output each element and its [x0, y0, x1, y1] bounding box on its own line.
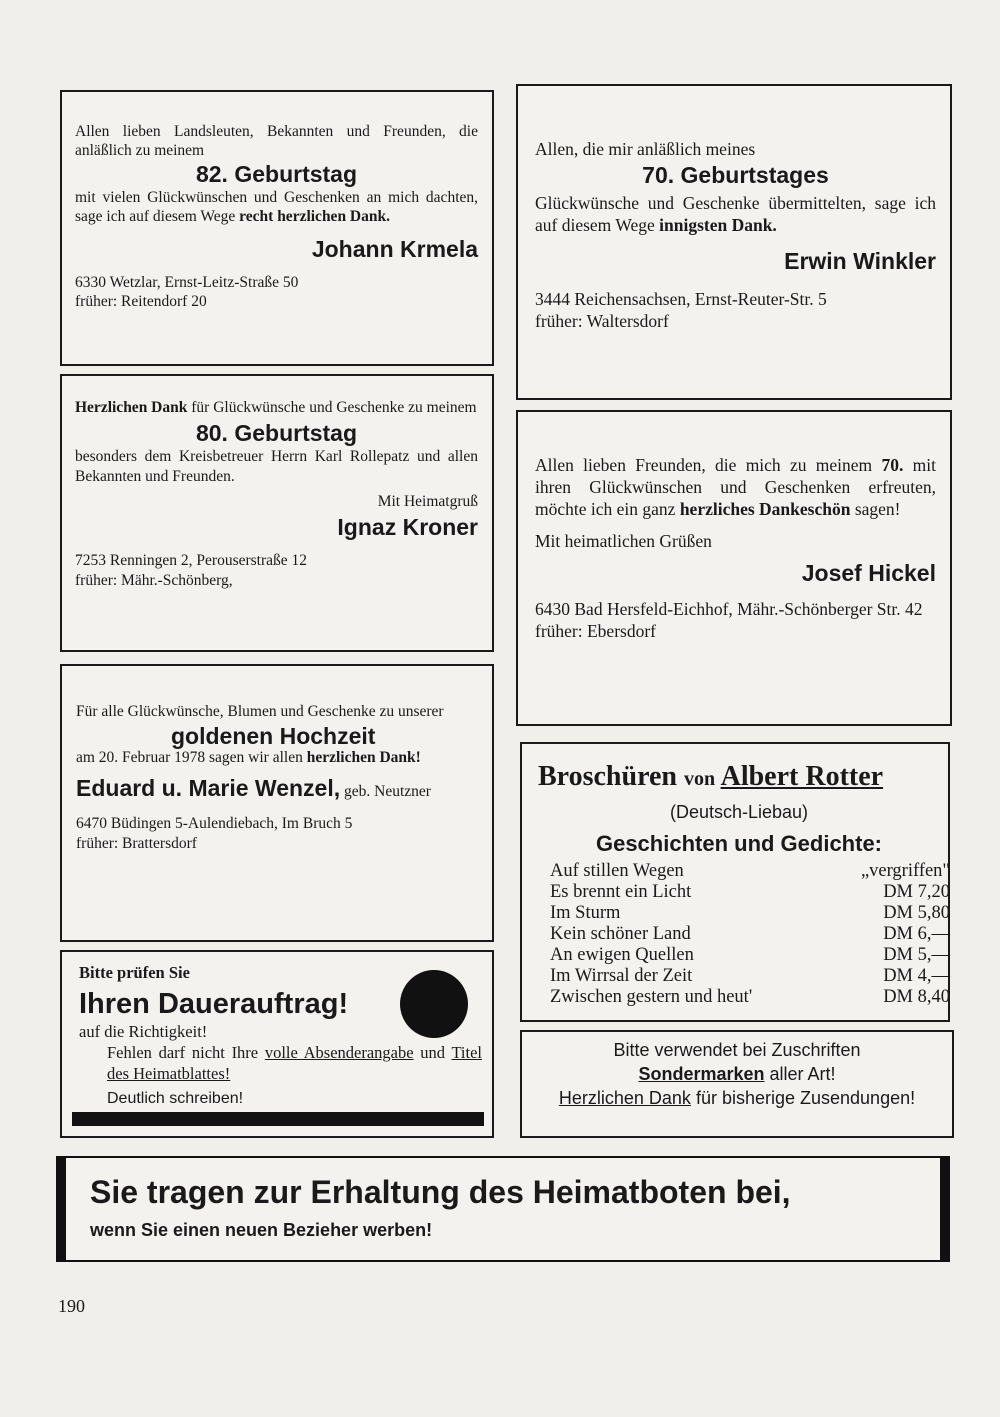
thanks-notice-70-birthday [516, 84, 952, 400]
notice-heading: 82. Geburtstag [195, 161, 358, 187]
table-row: An ewigen Quellen DM 5,— [550, 945, 950, 965]
notice-address: 6430 Bad Hersfeld-Eichhof, Mähr.-Schönberger Str. 42 [535, 599, 923, 619]
thanks-notice-golden-wedding [60, 664, 494, 942]
notice-former-address: früher: Mähr.-Schönberg, [75, 571, 233, 589]
notice-address: 3444 Reichensachsen, Ernst-Reuter-Str. 5 [535, 289, 827, 309]
brochure-price-list [550, 861, 950, 1008]
table-row: Im Wirrsal der Zeit DM 4,— [550, 966, 950, 986]
notice-greeting: Mit Heimatgruß [377, 493, 478, 510]
thanks-notice-80-birthday [60, 374, 494, 652]
notice-address: 7253 Renningen 2, Perouserstraße 12 [75, 552, 308, 569]
table-row: Kein schöner Land DM 6,— [550, 924, 950, 944]
notice-address: 6470 Büdingen 5-Aulendiebach, Im Bruch 5 [76, 815, 353, 832]
stamps-request-notice [520, 1030, 954, 1138]
thanks-notice-82-birthday [60, 90, 494, 366]
notice-intro: Herzlichen Dank für Glückwünsche und Geschenke zu meinem [75, 399, 477, 416]
notice-former-address: früher: Brattersdorf [76, 835, 197, 852]
request-line-1: Bitte verwendet bei Zuschriften [613, 1040, 861, 1060]
reminder-line-3: Fehlen darf nicht Ihre volle Absenderangabe und Titel des Heimatblattes! [107, 1043, 483, 1083]
notice-signature: Erwin Winkler [784, 248, 936, 274]
brochures-advert [520, 742, 950, 1022]
table-row: Im Sturm DM 5,80 [550, 903, 950, 923]
table-row: Es brennt ein Licht DM 7,20 [550, 882, 950, 902]
advert-section-heading: Geschichten und Gedichte: [595, 831, 883, 856]
page-number: 190 [58, 1296, 85, 1316]
notice-intro: Allen, die mir anläßlich meines [535, 139, 756, 159]
advert-subtitle: (Deutsch-Liebau) [669, 802, 809, 822]
table-row: Auf stillen Wegen „vergriffen" [550, 861, 950, 881]
notice-body: besonders dem Kreisbetreuer Herrn Karl Rollepatz und allen Bekannten und Freunden. [75, 448, 478, 485]
notice-heading: 80. Geburtstag [195, 419, 358, 446]
reminder-line-4: Deutlich schreiben! [107, 1090, 244, 1107]
banner-headline: Sie tragen zur Erhaltung des Heimatboten bei, [90, 1174, 791, 1210]
reminder-line-2: auf die Richtigkeit! [79, 1022, 208, 1041]
notice-signature: Eduard u. Marie Wenzel, geb. Neutzner [76, 775, 431, 801]
notice-signature: Johann Krmela [311, 236, 478, 262]
notice-body: Glückwünsche und Geschenke übermittelten, sage ich auf diesem Wege innigsten Dank. [535, 193, 936, 235]
notice-address: 6330 Wetzlar, Ernst-Leitz-Straße 50 [75, 274, 299, 291]
notice-body: Allen lieben Freunden, die mich zu meinem 70. mit ihren Glückwünschen und Geschenken erfreuten, möchte ich ein ganz herzliches Dankeschön sagen! [535, 455, 937, 519]
notice-signature: Josef Hickel [801, 560, 936, 586]
black-dot-icon [400, 970, 468, 1038]
notice-signature: Ignaz Kroner [337, 513, 478, 540]
notice-former-address: früher: Reitendorf 20 [75, 293, 207, 310]
notice-intro: Für alle Glückwünsche, Blumen und Geschenke zu unserer [76, 703, 444, 720]
subscriber-banner [56, 1156, 950, 1262]
notice-former-address: früher: Waltersdorf [535, 311, 669, 331]
table-row: Zwischen gestern und heut' DM 8,40 [550, 987, 950, 1007]
notice-intro: Allen lieben Landsleuten, Bekannten und Freunden, die anläßlich zu meinem [75, 123, 478, 159]
notice-former-address: früher: Ebersdorf [535, 621, 656, 641]
reminder-line-1: Bitte prüfen Sie [79, 963, 190, 982]
reminder-title: Ihren Dauerauftrag! [79, 988, 349, 1020]
notice-body: am 20. Februar 1978 sagen wir allen herzlichen Dank! [76, 749, 421, 766]
banner-subline: wenn Sie einen neuen Bezieher werben! [90, 1220, 433, 1240]
standing-order-reminder [60, 950, 494, 1138]
notice-heading: goldenen Hochzeit [171, 723, 376, 749]
notice-greeting: Mit heimatlichen Grüßen [535, 531, 712, 551]
notice-heading: 70. Geburtstages [642, 162, 829, 188]
thanks-notice-70-friends [516, 410, 952, 726]
request-line-2: Sondermarken aller Art! [638, 1064, 836, 1084]
black-bar-divider [72, 1112, 484, 1126]
notice-body: mit vielen Glückwünschen und Geschenken an mich dachten, sage ich auf diesem Wege recht herzlichen Dank. [75, 189, 478, 225]
advert-title: Broschüren von Albert Rotter [538, 761, 884, 792]
request-line-3: Herzlichen Dank für bisherige Zusendungen! [558, 1088, 916, 1108]
